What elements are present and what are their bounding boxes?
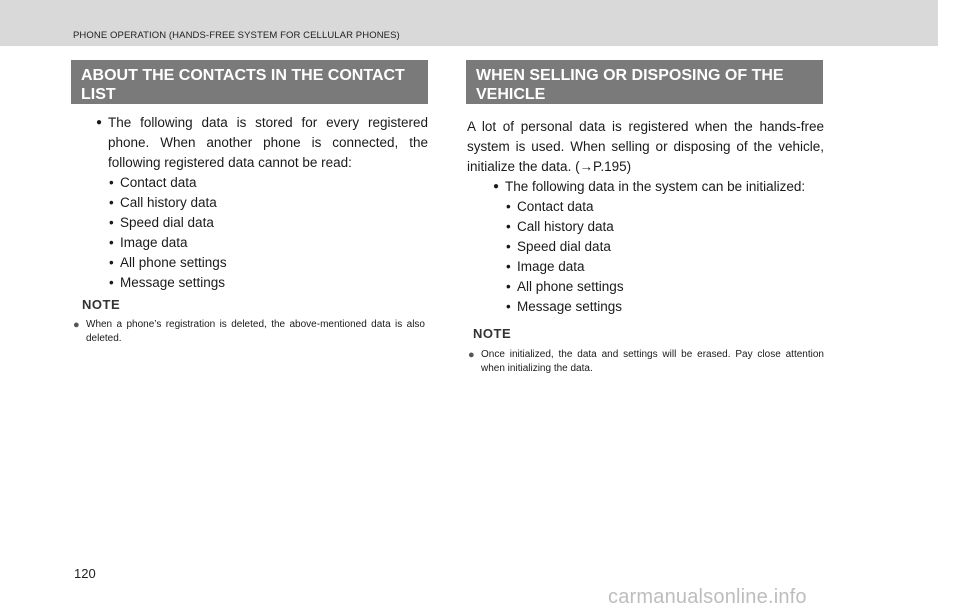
section-heading-line: ABOUT THE CONTACTS IN THE CONTACT bbox=[81, 67, 405, 84]
note-label: NOTE bbox=[82, 297, 121, 312]
section-heading-line: LIST bbox=[81, 86, 116, 103]
section-heading-line: WHEN SELLING OR DISPOSING OF THE bbox=[476, 67, 784, 84]
section-heading-line: VEHICLE bbox=[476, 86, 546, 103]
list-item: • Contact data bbox=[506, 199, 594, 214]
bullet-icon: ● bbox=[493, 181, 500, 192]
watermark: carmanualsonline.info bbox=[608, 586, 807, 608]
list-item: • Speed dial data bbox=[109, 215, 214, 230]
list-item: • Contact data bbox=[109, 175, 197, 190]
list-item: • Message settings bbox=[109, 275, 226, 290]
selling-data-list bbox=[506, 197, 825, 317]
note-label: NOTE bbox=[473, 326, 512, 341]
list-item: • Message settings bbox=[506, 299, 623, 314]
section-heading-contacts bbox=[71, 60, 428, 104]
note-bullet-icon: ● bbox=[73, 319, 80, 331]
bullet-icon: ● bbox=[96, 117, 103, 128]
selling-paragraph: A lot of personal data is registered when the hands-free system is used. When selling or disposing of the vehicle, initialize the data. (→P.195) bbox=[467, 119, 824, 174]
list-item: • All phone settings bbox=[506, 279, 624, 294]
list-item: • Image data bbox=[109, 235, 188, 250]
contacts-bullet-block bbox=[96, 113, 428, 293]
note-text: ● Once initialized, the data and settings will be erased. Pay close attention when initializing the data. bbox=[468, 349, 824, 374]
contacts-data-list bbox=[109, 173, 428, 293]
list-item: • Speed dial data bbox=[506, 239, 611, 254]
list-item: • Call history data bbox=[506, 219, 614, 234]
page-header-bar bbox=[0, 0, 938, 46]
page-number: 120 bbox=[74, 566, 96, 581]
contacts-lead bbox=[96, 113, 428, 173]
selling-bullet-block bbox=[493, 177, 825, 317]
note-text: ● When a phone’s registration is deleted, the above-mentioned data is also deleted. bbox=[73, 319, 425, 344]
note-bullet-icon: ● bbox=[468, 349, 475, 361]
list-item: • Image data bbox=[506, 259, 585, 274]
section-heading-selling bbox=[466, 60, 823, 104]
selling-lead bbox=[493, 177, 825, 197]
selling-lead-text: The following data in the system can be initialized: bbox=[505, 179, 806, 194]
page-header-title: PHONE OPERATION (HANDS-FREE SYSTEM FOR CELLULAR PHONES) bbox=[73, 30, 400, 41]
contacts-lead-text: The following data is stored for every registered phone. When another phone is connected, the following registered data cannot be read: bbox=[108, 115, 428, 170]
list-item: • All phone settings bbox=[109, 255, 227, 270]
list-item: • Call history data bbox=[109, 195, 217, 210]
